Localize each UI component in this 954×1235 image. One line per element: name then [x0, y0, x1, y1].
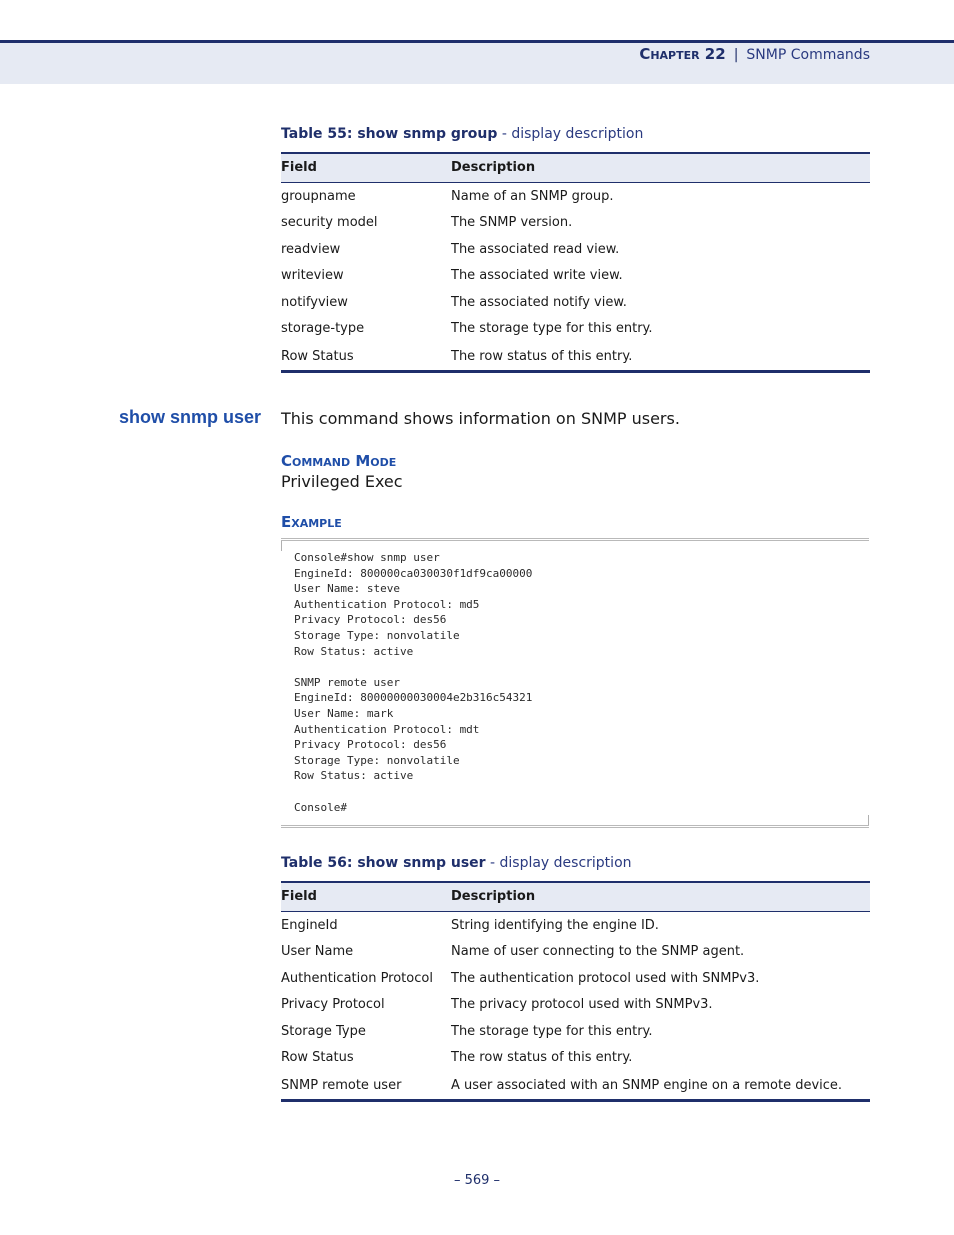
header-separator: |	[733, 47, 739, 63]
table-55-caption	[281, 126, 643, 142]
table-row	[281, 210, 870, 237]
table-row	[281, 263, 870, 290]
field-cell: Authentication Protocol	[281, 970, 433, 986]
example-code: Console#show snmp user EngineId: 800000ca030030f1df9ca00000 User Name: steve Authentication Protocol: md5 Privacy Protocol: des56 Storage Type: nonvolatile Row Status: active SNMP remote user EngineId: 80000000030004e2b316c54321 User Name: mark Authentication Protocol: mdt Privacy Protocol: des56 Storage Type: nonvolatile Row Status: active Console#	[294, 551, 533, 814]
table-row	[281, 183, 870, 210]
command-mode-heading: Command Mode	[281, 452, 397, 470]
field-cell: readview	[281, 241, 341, 257]
command-heading: show snmp user	[119, 407, 262, 427]
field-cell: Storage Type	[281, 1023, 366, 1039]
table-55-caption-title: Table 55: show snmp group	[281, 126, 498, 142]
table-row	[281, 965, 870, 992]
description-cell: The authentication protocol used with SNMPv3.	[451, 970, 760, 986]
description-cell: A user associated with an SNMP engine on a remote device.	[451, 1071, 870, 1101]
table-row	[281, 1018, 870, 1045]
description-cell: The associated notify view.	[451, 294, 627, 310]
description-cell: The SNMP version.	[451, 215, 573, 231]
field-cell: Row Status	[281, 1050, 354, 1066]
table-55-caption-subtitle: - display description	[497, 126, 644, 142]
description-cell: The associated write view.	[451, 268, 623, 284]
table-56-caption	[281, 855, 632, 871]
field-cell: notifyview	[281, 294, 348, 310]
field-cell: SNMP remote user	[281, 1071, 451, 1101]
field-cell: EngineId	[281, 917, 338, 933]
table-header-row	[281, 153, 870, 183]
field-cell: storage-type	[281, 321, 365, 337]
example-heading: Example	[281, 513, 342, 531]
chapter-header	[639, 45, 870, 63]
command-mode-value: Privileged Exec	[281, 472, 403, 491]
table-row	[281, 316, 870, 343]
field-cell: Row Status	[281, 342, 451, 372]
chapter-title: SNMP Commands	[746, 47, 870, 63]
page-number: – 569 –	[453, 1173, 501, 1188]
field-cell: User Name	[281, 944, 354, 960]
column-header-field: Field	[281, 153, 451, 183]
table-row	[281, 1071, 870, 1101]
table-row	[281, 912, 870, 939]
description-cell: Name of user connecting to the SNMP agent.	[451, 944, 745, 960]
description-cell: Name of an SNMP group.	[451, 188, 614, 204]
field-cell: groupname	[281, 188, 356, 204]
example-code-box	[281, 538, 869, 828]
description-cell: String identifying the engine ID.	[451, 917, 659, 933]
table-row	[281, 992, 870, 1019]
description-cell: The row status of this entry.	[451, 342, 870, 372]
description-cell: The privacy protocol used with SNMPv3.	[451, 997, 713, 1013]
table-header-row	[281, 882, 870, 912]
table-row	[281, 236, 870, 263]
table-row	[281, 939, 870, 966]
field-cell: security model	[281, 215, 378, 231]
column-header-description: Description	[451, 882, 870, 912]
description-cell: The storage type for this entry.	[451, 321, 653, 337]
table-56	[281, 881, 870, 1102]
description-cell: The storage type for this entry.	[451, 1023, 653, 1039]
field-cell: writeview	[281, 268, 344, 284]
table-row	[281, 289, 870, 316]
chapter-label: Chapter 22	[639, 45, 726, 63]
code-box-corner-left	[281, 541, 286, 551]
code-box-corner-right	[864, 815, 869, 825]
column-header-description: Description	[451, 153, 870, 183]
table-56-caption-subtitle: - display description	[485, 855, 632, 871]
table-row	[281, 342, 870, 372]
column-header-field: Field	[281, 882, 451, 912]
command-description: This command shows information on SNMP users.	[281, 409, 680, 428]
table-56-caption-title: Table 56: show snmp user	[281, 855, 486, 871]
table-row	[281, 1045, 870, 1072]
description-cell: The associated read view.	[451, 241, 620, 257]
description-cell: The row status of this entry.	[451, 1050, 633, 1066]
table-55	[281, 152, 870, 373]
field-cell: Privacy Protocol	[281, 997, 385, 1013]
